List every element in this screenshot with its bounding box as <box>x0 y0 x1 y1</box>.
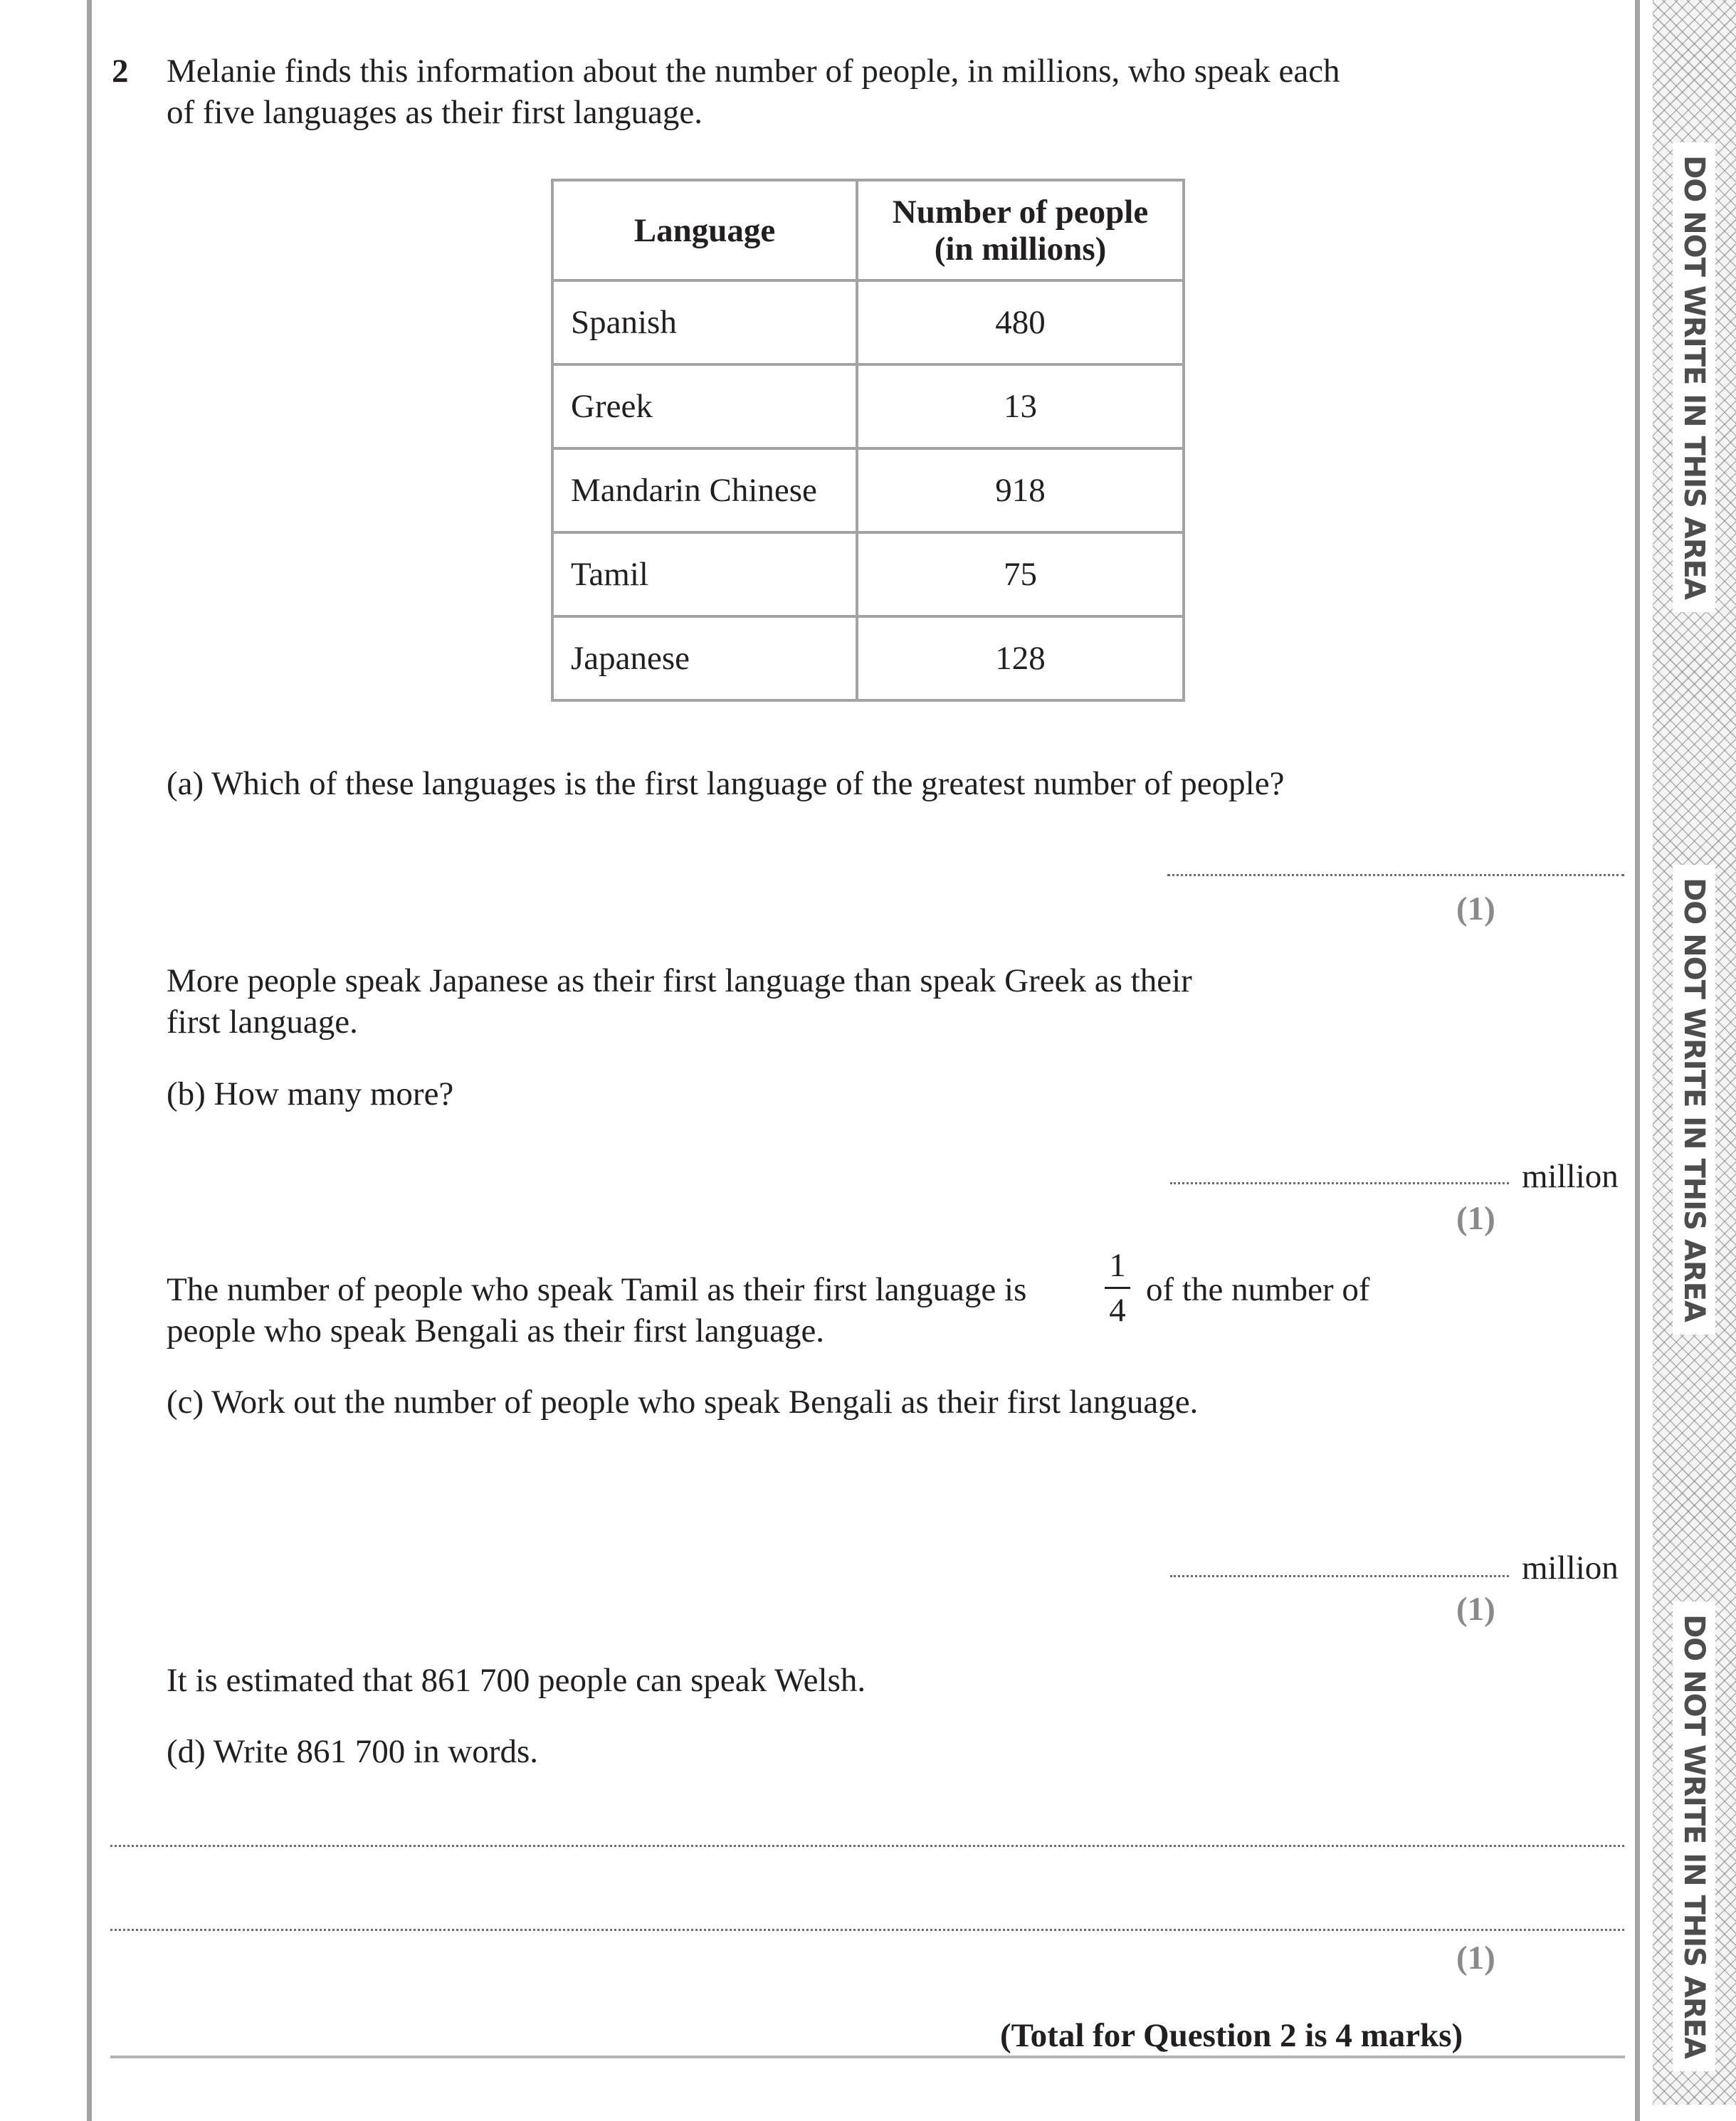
part-d-answer-line-2[interactable] <box>110 1929 1624 1931</box>
language-cell: Japanese <box>552 616 857 700</box>
part-d-answer-line-1[interactable] <box>110 1845 1624 1847</box>
part-c-unit: million <box>1522 1549 1619 1586</box>
part-d-stem: It is estimated that 861 700 people can speak Welsh. <box>167 1662 866 1699</box>
part-c-stem-part2: of the number of <box>1146 1271 1370 1308</box>
header-count-line1: Number of people <box>892 193 1149 231</box>
table-row <box>552 616 1184 700</box>
question-number: 2 <box>112 53 129 90</box>
language-cell: Mandarin Chinese <box>552 448 857 532</box>
language-cell: Spanish <box>552 280 857 364</box>
language-cell: Greek <box>552 364 857 448</box>
question-intro-line1: Melanie finds this information about the number of people, in millions, who speak each <box>167 53 1340 90</box>
fraction-bar <box>1105 1287 1130 1289</box>
header-count-line2: (in millions) <box>934 230 1107 268</box>
part-b-answer-line[interactable] <box>1170 1182 1509 1184</box>
part-a-answer-line[interactable] <box>1167 874 1624 876</box>
languages-table <box>551 179 1185 702</box>
part-a-question: (a) Which of these languages is the first language of the greatest number of people? <box>167 765 1285 802</box>
part-b-marks: (1) <box>1456 1200 1495 1237</box>
question-end-rule <box>110 2056 1625 2058</box>
part-c-answer-line[interactable] <box>1170 1575 1509 1577</box>
margin-warning-middle: DO NOT WRITE IN THIS AREA <box>1673 865 1715 1335</box>
header-language: Language <box>552 180 857 280</box>
question-intro-line2: of five languages as their first language. <box>167 94 703 131</box>
count-cell: 75 <box>857 532 1184 616</box>
table-row <box>552 448 1184 532</box>
table-row <box>552 364 1184 448</box>
margin-warning-top: DO NOT WRITE IN THIS AREA <box>1673 142 1715 612</box>
table-row <box>552 532 1184 616</box>
question-total: (Total for Question 2 is 4 marks) <box>1000 2017 1463 2054</box>
table-header-row <box>552 180 1184 280</box>
count-cell: 13 <box>857 364 1184 448</box>
part-c-question: (c) Work out the number of people who speak Bengali as their first language. <box>167 1384 1199 1421</box>
count-cell: 918 <box>857 448 1184 532</box>
language-cell: Tamil <box>552 532 857 616</box>
part-a-marks: (1) <box>1456 890 1495 927</box>
part-d-question: (d) Write 861 700 in words. <box>167 1733 539 1770</box>
fraction-denominator: 4 <box>1109 1292 1126 1329</box>
fraction-numerator: 1 <box>1109 1247 1126 1284</box>
part-c-marks: (1) <box>1456 1591 1495 1628</box>
fraction-one-quarter <box>1105 1247 1130 1329</box>
table-row <box>552 280 1184 364</box>
count-cell: 128 <box>857 616 1184 700</box>
part-b-stem-line2: first language. <box>167 1004 358 1041</box>
part-b-question: (b) How many more? <box>167 1075 454 1112</box>
margin-strip <box>1653 0 1736 2105</box>
part-c-stem-part1: The number of people who speak Tamil as their first language is <box>167 1271 1027 1308</box>
part-d-marks: (1) <box>1456 1940 1495 1977</box>
count-cell: 480 <box>857 280 1184 364</box>
margin-warning-bottom: DO NOT WRITE IN THIS AREA <box>1673 1601 1715 2071</box>
header-number-of-people <box>857 180 1184 280</box>
part-c-stem-line2: people who speak Bengali as their first language. <box>167 1312 825 1349</box>
part-b-unit: million <box>1522 1158 1619 1195</box>
part-b-stem-line1: More people speak Japanese as their first language than speak Greek as their <box>167 962 1192 999</box>
